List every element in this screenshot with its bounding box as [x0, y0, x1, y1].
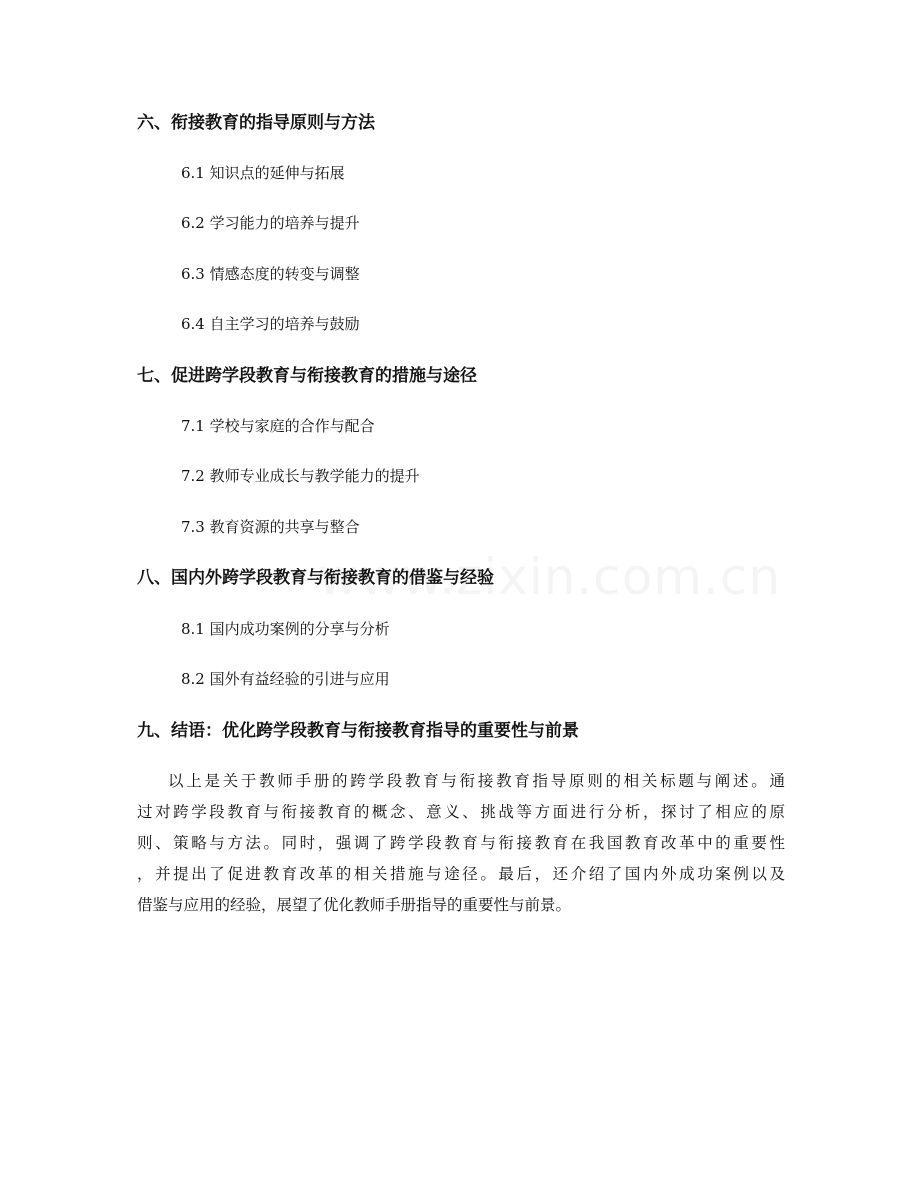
item-6-2: 6.2 学习能力的培养与提升 [181, 214, 360, 232]
conclusion-line-1: 以上是关于教师手册的跨学段教育与衔接教育指导原则的相关标题与阐述。通 [168, 772, 785, 790]
conclusion-paragraph [137, 766, 785, 921]
section-8-heading: 八、国内外跨学段教育与衔接教育的借鉴与经验 [137, 568, 494, 588]
section-7-heading: 七、促进跨学段教育与衔接教育的措施与途径 [137, 366, 477, 386]
section-6-heading: 六、衔接教育的指导原则与方法 [137, 113, 375, 133]
conclusion-line-2: 过对跨学段教育与衔接教育的概念、意义、挑战等方面进行分析，探讨了相应的原 [137, 803, 785, 821]
item-7-2: 7.2 教师专业成长与教学能力的提升 [181, 467, 420, 485]
section-9-heading: 九、结语：优化跨学段教育与衔接教育指导的重要性与前景 [137, 721, 579, 741]
conclusion-line-4: ，并提出了促进教育改革的相关措施与途径。最后，还介绍了国内外成功案例以及 [137, 865, 785, 883]
item-7-3: 7.3 教育资源的共享与整合 [181, 518, 360, 536]
item-8-2: 8.2 国外有益经验的引进与应用 [181, 670, 390, 688]
conclusion-line-3: 则、策略与方法。同时，强调了跨学段教育与衔接教育在我国教育改革中的重要性 [137, 834, 785, 852]
item-6-1: 6.1 知识点的延伸与拓展 [181, 164, 345, 182]
item-6-4: 6.4 自主学习的培养与鼓励 [181, 315, 360, 333]
item-8-1: 8.1 国内成功案例的分享与分析 [181, 620, 390, 638]
conclusion-line-5: 借鉴与应用的经验，展望了优化教师手册指导的重要性与前景。 [137, 896, 572, 914]
item-7-1: 7.1 学校与家庭的合作与配合 [181, 417, 375, 435]
item-6-3: 6.3 情感态度的转变与调整 [181, 265, 360, 283]
